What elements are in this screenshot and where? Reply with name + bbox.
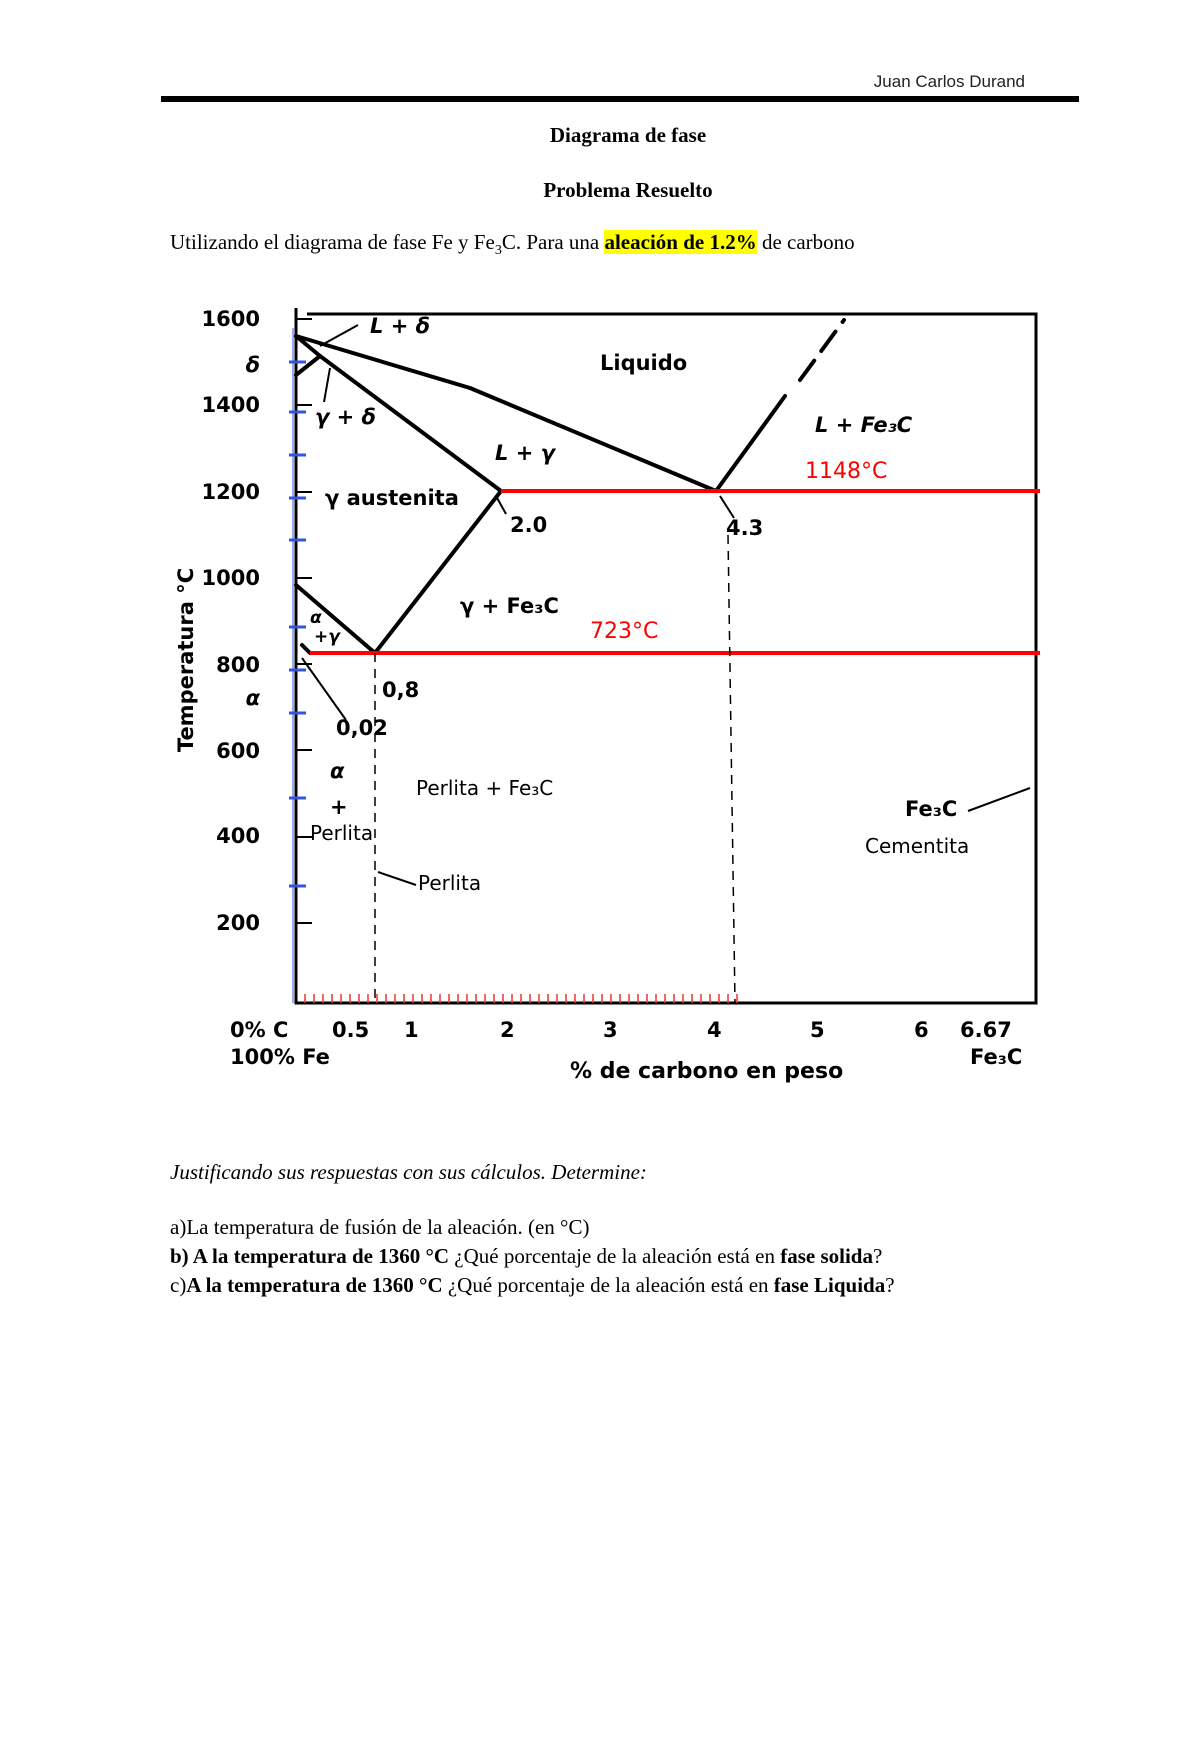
region-label-cementita: Cementita — [865, 834, 970, 858]
document-subtitle: Problema Resuelto — [543, 178, 713, 202]
x-tick-label: 1 — [404, 1018, 419, 1042]
region-label-plus: + — [330, 795, 348, 819]
x-tick-label: 0% C — [230, 1018, 289, 1042]
y-tick-label: 800 — [216, 653, 260, 677]
region-label-austenite: γ austenita — [325, 486, 459, 510]
alloy-highlight: aleación de 1.2% — [604, 230, 757, 254]
region-label-Fe3C: Fe₃C — [905, 797, 958, 821]
question-b-text: ¿Qué porcentaje de la aleación está en — [449, 1244, 781, 1268]
question-c-text: ¿Qué porcentaje de la aleación está en — [442, 1273, 774, 1297]
question-a: a)La temperatura de fusión de la aleación. (en °C) — [170, 1215, 590, 1239]
x-tick-label: 4 — [707, 1018, 722, 1042]
question-b-bold: b) A la temperatura de 1360 °C — [170, 1244, 450, 1268]
region-label-L-Fe3C: L + Fe₃C — [815, 413, 913, 437]
y-tick-label: 1400 — [201, 393, 260, 417]
point-label-0-02: 0,02 — [336, 716, 388, 740]
y-tick-label: 200 — [216, 911, 260, 935]
y-tick-label: 1000 — [201, 566, 260, 590]
region-label-gamma-delta: γ + δ — [315, 405, 376, 429]
region-label-perlita-bottom: Perlita — [418, 871, 482, 895]
y-tick-label: 1600 — [201, 307, 260, 331]
x-axis-title: % de carbono en peso — [570, 1059, 844, 1084]
region-label-alpha: α — [330, 759, 345, 783]
question-b-phase: fase solida — [780, 1244, 873, 1268]
question-c-prefix: c) — [170, 1273, 187, 1297]
y-tick-label: 1200 — [201, 480, 260, 504]
isotherm-label-723: 723°C — [590, 619, 659, 644]
region-label-perlita-left: Perlita — [310, 821, 374, 845]
question-c-phase: fase Liquida — [773, 1273, 886, 1297]
region-label-alpha-gamma-2: +γ — [314, 627, 340, 647]
region-label-L-gamma: L + γ — [495, 441, 555, 465]
question-c-bold: A la temperatura de 1360 °C — [186, 1273, 443, 1297]
x-sub-label-fe3c: Fe₃C — [970, 1045, 1023, 1069]
intro-paragraph — [170, 230, 855, 259]
region-label-gamma-Fe3C: γ + Fe₃C — [460, 594, 559, 618]
intro-subscript: 3 — [494, 243, 502, 259]
x-tick-label: 5 — [810, 1018, 825, 1042]
intro-text-2: C. Para una — [501, 230, 605, 254]
intro-text-3: de carbono — [756, 230, 855, 254]
x-tick-label: 0.5 — [332, 1018, 370, 1042]
author-name: Juan Carlos Durand — [873, 72, 1025, 91]
point-label-4-3: 4.3 — [726, 516, 764, 540]
region-label-alpha-gamma: α — [310, 608, 322, 628]
question-b — [170, 1244, 882, 1269]
question-c-end: ? — [885, 1273, 895, 1297]
isotherm-label-1148: 1148°C — [805, 459, 888, 484]
y-special-alpha: α — [245, 686, 260, 710]
y-tick-label: 400 — [216, 824, 260, 848]
region-label-perlita-Fe3C: Perlita + Fe₃C — [416, 776, 554, 800]
intro-text-1: Utilizando el diagrama de fase Fe y Fe — [170, 230, 495, 254]
region-label-L-delta: L + δ — [370, 314, 431, 338]
header-rule — [161, 96, 1079, 102]
x-sub-label-fe: 100% Fe — [230, 1045, 330, 1069]
y-special-delta: δ — [245, 353, 260, 377]
y-tick-label: 600 — [216, 739, 260, 763]
x-tick-label: 3 — [603, 1018, 618, 1042]
x-tick-label: 2 — [500, 1018, 515, 1042]
question-b-end: ? — [872, 1244, 883, 1268]
plot-frame — [296, 308, 1036, 1003]
question-c — [170, 1273, 895, 1298]
x-tick-label: 6.67 — [960, 1018, 1012, 1042]
fe-fe3c-phase-diagram — [160, 300, 1090, 1090]
y-axis-title: Temperatura °C — [174, 567, 198, 753]
document-title: Diagrama de fase — [549, 123, 707, 147]
point-label-0-8: 0,8 — [382, 678, 420, 702]
x-tick-label: 6 — [914, 1018, 929, 1042]
region-label-liquid: Liquido — [600, 351, 688, 375]
instruction-text: Justificando sus respuestas con sus cálculos. Determine: — [170, 1160, 647, 1184]
point-label-2-0: 2.0 — [510, 513, 548, 537]
